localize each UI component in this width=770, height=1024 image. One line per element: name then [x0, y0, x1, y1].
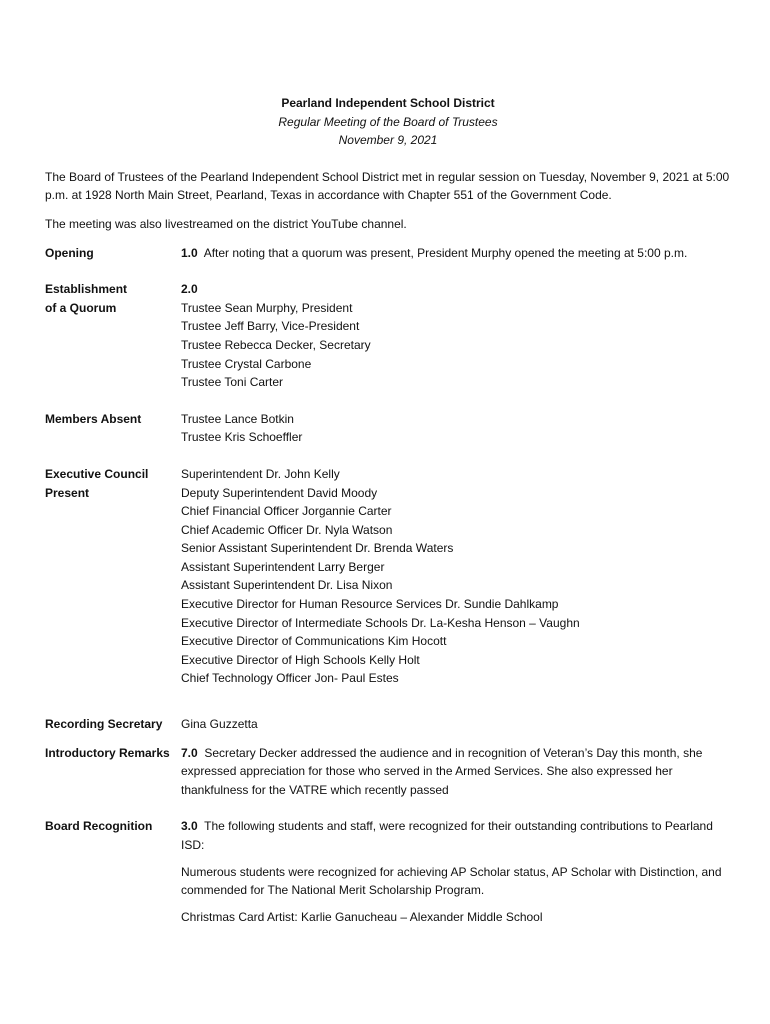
list-item: Executive Director of Communications Kim Hocott — [181, 634, 447, 649]
list-item: Assistant Superintendent Larry Berger — [181, 559, 385, 574]
item-number: 1.0 — [181, 245, 198, 260]
document-header — [41, 94, 735, 150]
quorum-section — [45, 280, 735, 392]
absent-label: Members Absent — [45, 411, 142, 426]
list-item: Trustee Jeff Barry, Vice-President — [181, 319, 360, 334]
list-item: Trustee Lance Botkin — [181, 411, 294, 426]
secretary-section — [45, 715, 735, 734]
list-item: Trustee Toni Carter — [181, 375, 284, 390]
executive-label — [45, 465, 181, 688]
document-page — [45, 94, 735, 926]
list-item: Trustee Rebecca Decker, Secretary — [181, 337, 371, 352]
list-item: Senior Assistant Superintendent Dr. Brenda Waters — [181, 541, 454, 556]
recognition-intro — [181, 817, 735, 854]
list-item: Chief Academic Officer Dr. Nyla Watson — [181, 522, 393, 537]
list-item: Trustee Kris Schoeffler — [181, 430, 303, 445]
quorum-content — [181, 280, 735, 392]
recognition-ap-scholars: Numerous students were recognized for achieving AP Scholar status, AP Scholar with Distinction, and commended for The National Merit Scholarship Program. — [181, 864, 722, 898]
list-item: Executive Director of High Schools Kelly Holt — [181, 652, 420, 667]
quorum-label-line-2: of a Quorum — [45, 300, 117, 315]
intro-section — [45, 168, 735, 234]
opening-text: After noting that a quorum was present, President Murphy opened the meeting at 5:00 p.m. — [203, 245, 688, 260]
item-number: 3.0 — [181, 819, 198, 834]
remarks-label: Introductory Remarks — [45, 745, 170, 760]
absent-section — [45, 410, 735, 447]
list-item: Assistant Superintendent Dr. Lisa Nixon — [181, 578, 393, 593]
secretary-name: Gina Guzzetta — [181, 717, 258, 732]
opening-content — [181, 244, 735, 263]
livestream-paragraph: The meeting was also livestreamed on the district YouTube channel. — [45, 216, 407, 231]
list-item: Executive Director for Human Resource Services Dr. Sundie Dahlkamp — [181, 597, 559, 612]
quorum-label — [45, 280, 181, 392]
intro-paragraph: The Board of Trustees of the Pearland Independent School District met in regular session on Tuesday, November 9, 2021 at 5:00 p.m. at 1928 North Main Street, Pearland, Texas in accordance with Chapter 551 of the Government Code. — [45, 169, 730, 203]
recognition-content — [181, 817, 735, 926]
remarks-text: Secretary Decker addressed the audience and in recognition of Veteran’s Day this month, she expressed appreciation for those who served in the Armed Services. She also expressed her thankfulness for the VATRE which recently passed — [181, 745, 703, 797]
executive-content — [181, 465, 735, 688]
item-number: 7.0 — [181, 745, 198, 760]
recognition-section — [45, 817, 735, 926]
recognition-text: The following students and staff, were recognized for their outstanding contributions to Pearland ISD: — [181, 819, 713, 852]
opening-section — [45, 244, 735, 263]
executive-label-line-2: Present — [45, 485, 90, 500]
list-item: Trustee Sean Murphy, President — [181, 300, 353, 315]
meeting-title: Regular Meeting of the Board of Trustees — [278, 114, 498, 129]
list-item: Superintendent Dr. John Kelly — [181, 466, 340, 481]
item-number: 2.0 — [181, 282, 198, 297]
recognition-label: Board Recognition — [45, 819, 153, 834]
secretary-label: Recording Secretary — [45, 717, 163, 732]
list-item: Trustee Crystal Carbone — [181, 356, 312, 371]
list-item: Executive Director of Intermediate Schools Dr. La-Kesha Henson – Vaughn — [181, 615, 580, 630]
list-item: Chief Technology Officer Jon- Paul Estes — [181, 671, 399, 686]
district-name: Pearland Independent School District — [281, 96, 495, 110]
remarks-content — [181, 744, 735, 800]
absent-content — [181, 410, 735, 447]
executive-section — [45, 465, 735, 688]
opening-label: Opening — [45, 245, 94, 260]
recognition-card-artist: Christmas Card Artist: Karlie Ganucheau – Alexander Middle School — [181, 909, 543, 924]
remarks-section — [45, 744, 735, 800]
meeting-date: November 9, 2021 — [338, 133, 438, 148]
list-item: Chief Financial Officer Jorgannie Carter — [181, 504, 392, 519]
list-item: Deputy Superintendent David Moody — [181, 485, 378, 500]
quorum-label-line-1: Establishment — [45, 282, 128, 297]
executive-label-line-1: Executive Council — [45, 466, 149, 481]
